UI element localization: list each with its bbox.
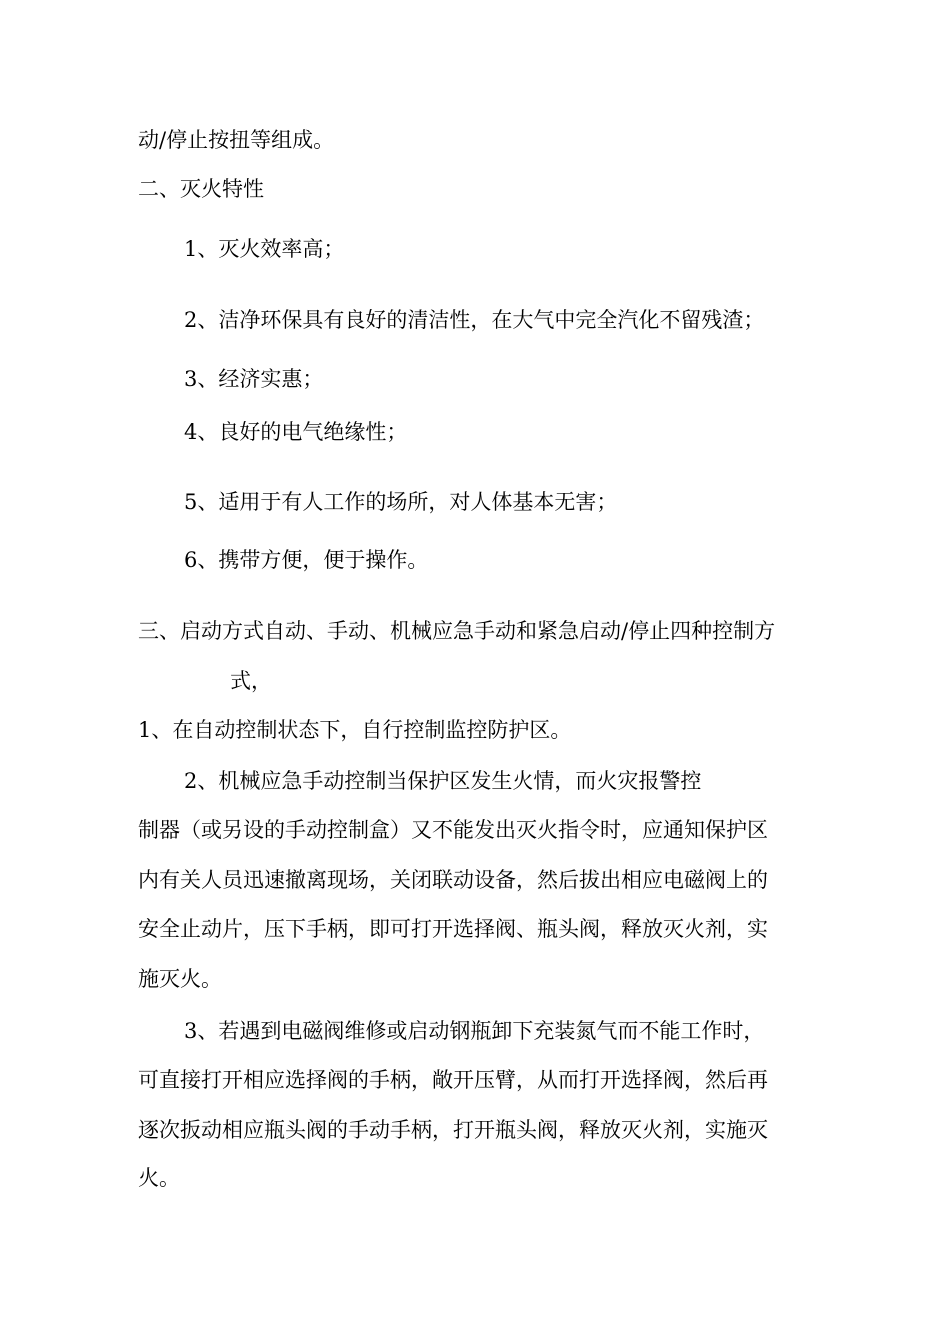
paragraph-line: 3、若遇到电磁阀维修或启动钢瓶卸下充装氮气而不能工作时， bbox=[184, 1019, 765, 1043]
paragraph-line: 2、机械应急手动控制当保护区发生火情，而火灾报警控 bbox=[184, 769, 702, 793]
paragraph-line: 火。 bbox=[138, 1166, 180, 1190]
list-item: 6、携带方便，便于操作。 bbox=[184, 548, 429, 572]
paragraph-line: 安全止动片，压下手柄，即可打开选择阀、瓶头阀，释放灭火剂，实 bbox=[138, 917, 768, 941]
list-item: 4、良好的电气绝缘性； bbox=[184, 420, 408, 444]
section-heading: 三、启动方式自动、手动、机械应急手动和紧急启动/停止四种控制方 bbox=[138, 619, 776, 643]
list-item: 3、经济实惠； bbox=[184, 367, 324, 391]
text-line: 1、在自动控制状态下，自行控制监控防护区。 bbox=[138, 718, 572, 742]
text-line: 式， bbox=[230, 669, 272, 693]
list-item: 5、适用于有人工作的场所，对人体基本无害； bbox=[184, 490, 618, 514]
paragraph-line: 施灭火。 bbox=[138, 967, 222, 991]
paragraph-line: 可直接打开相应选择阀的手柄，敞开压臂，从而打开选择阀，然后再 bbox=[138, 1068, 768, 1092]
paragraph-line: 内有关人员迅速撤离现场，关闭联动设备，然后拔出相应电磁阀上的 bbox=[138, 868, 768, 892]
list-item: 1、灭火效率高； bbox=[184, 237, 345, 261]
paragraph-line: 逐次扳动相应瓶头阀的手动手柄，打开瓶头阀，释放灭火剂，实施灭 bbox=[138, 1118, 768, 1142]
paragraph-line: 制器（或另设的手动控制盒）又不能发出灭火指令时，应通知保护区 bbox=[138, 818, 768, 842]
list-item: 2、洁净环保具有良好的清洁性，在大气中完全汽化不留残渣； bbox=[184, 308, 765, 332]
text-line: 动/停止按扭等组成。 bbox=[138, 128, 335, 152]
section-heading: 二、灭火特性 bbox=[138, 177, 264, 201]
